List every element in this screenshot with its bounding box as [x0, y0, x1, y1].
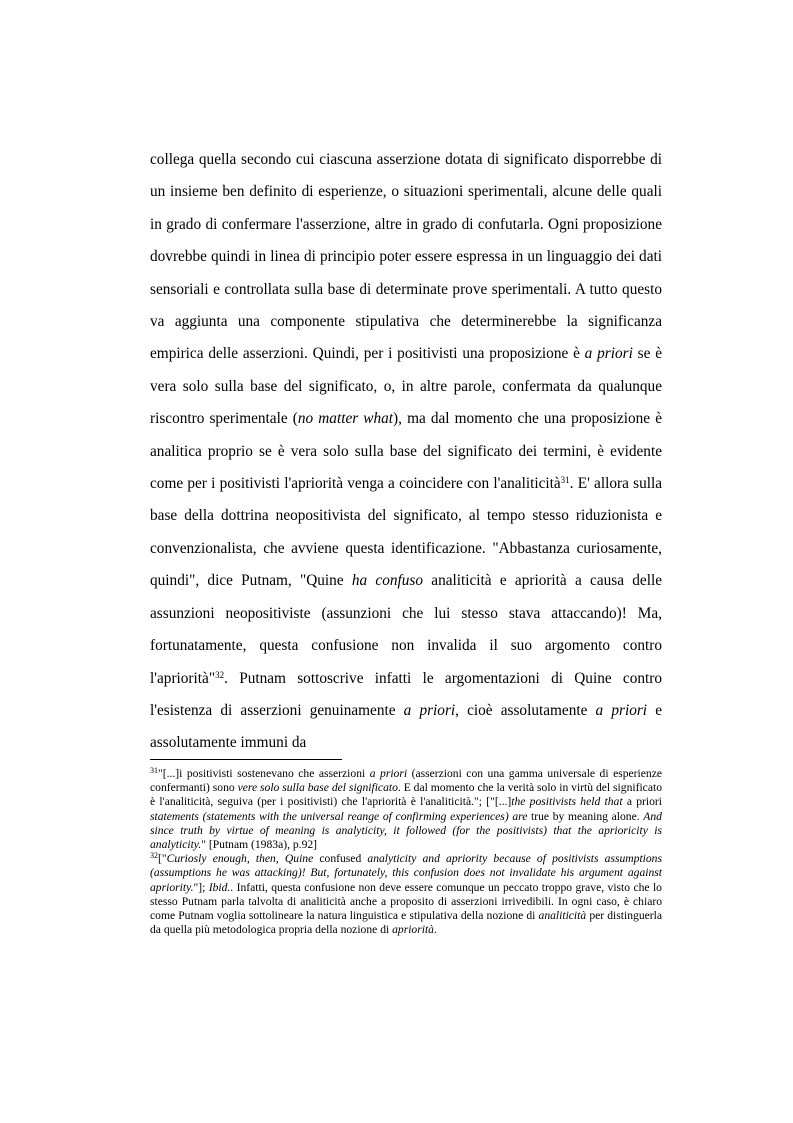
footnote-32	[150, 852, 662, 937]
italic-run: And since truth by virtue of meaning is analyticity, it followed (for the positivists) that the aprioricity is analyticity.	[150, 809, 662, 852]
text-run: e assolutamente immuni da	[150, 701, 662, 752]
text-run: "[...]i positivisti sostenevano che asserzioni	[158, 767, 370, 780]
italic-run: no matter what	[297, 410, 394, 428]
italic-run: ha confuso	[351, 572, 424, 590]
footnote-ref-32[interactable]: 32	[215, 669, 225, 680]
italic-run: analyticity and apriority because of positivists assumptions (assumptions he was attacking)! But, fortunately, this confusion does not invalidate his argument against apriority.	[150, 852, 662, 894]
footnote-divider	[150, 759, 342, 760]
italic-run: a priori	[595, 701, 648, 719]
text-run: ), ma dal momento che una proposizione è analitica proprio se è vera solo sulla base del significato dei termini, è evidente come per i positivisti l'apriorità venga a coincidere con l'analiticità	[150, 410, 662, 493]
italic-run: apriorità	[392, 923, 434, 937]
italic-run: a priori	[584, 345, 633, 363]
italic-run: statements (statements with the universal reange of confirming experiences) are	[150, 809, 528, 823]
text-run: . Infatti, questa confusione non deve essere comunque un peccato troppo grave, visto che lo stesso Putnam parla talvolta di analiticità anche a proposito di asserzioni irrivedibili. In ogni caso, è chiaro come Putnam voglia sottolineare la natura linguistica e stipulativa della nozione di	[150, 880, 662, 923]
footnotes	[150, 767, 662, 937]
text-run: "];	[193, 880, 209, 894]
text-run: confused	[313, 852, 368, 866]
footnote-ref-31[interactable]: 31	[560, 475, 570, 486]
italic-run: a priori	[403, 701, 456, 719]
italic-run: Curiosly enough, then, Quine	[166, 852, 314, 866]
footnote-number: 32	[150, 851, 158, 861]
text-run: . Putnam sottoscrive infatti le argomentazioni di Quine contro l'esistenza di asserzioni genuinamente	[150, 669, 662, 719]
footnote-number: 31	[150, 766, 158, 775]
italic-run: vere solo sulla base del significato	[237, 781, 398, 795]
text-run: collega quella secondo cui ciascuna asserzione dotata di significato disporrebbe di un insieme ben definito di esperienze, o situazioni sperimentali, alcune delle quali in grado di confermare l'asserzione, altre in grado di confutarla. Ogni proposizione dovrebbe quindi in linea di principio poter essere espressa in un linguaggio dei dati sensoriali e controllata sulla base di determinate prove sperimentali. A tutto questo va aggiunta una componente stipulativa che determinerebbe la significanza empirica delle asserzioni. Quindi, per i positivisti una proposizione è	[150, 151, 662, 363]
text-run: , cioè assolutamente	[455, 701, 596, 719]
italic-run: Ibid.	[208, 880, 231, 894]
footnote-31	[150, 767, 662, 852]
italic-run: analiticità	[538, 909, 587, 923]
text-run: true by meaning alone.	[527, 809, 644, 823]
italic-run: a priori	[369, 767, 408, 780]
text-run: .	[433, 923, 437, 937]
text-run: (asserzioni con una gamma universale di esperienze confermanti) sono	[150, 767, 662, 795]
text-run: ["	[158, 852, 167, 866]
text-run: analiticità e apriorità a causa delle assunzioni neopositiviste (assunzioni che lui stesso stava attaccando)! Ma, fortunatamente, questa confusione non invalida il suo argomento contro l'apriorità"	[150, 572, 662, 687]
italic-run: the positivists held that	[511, 795, 623, 809]
text-run: " [Putnam (1983a), p.92]	[201, 838, 318, 852]
text-run: se è vera solo sulla base del significato, o, in altre parole, confermata da qualunque riscontro sperimentale (	[150, 345, 662, 428]
text-run: . E dal momento che la verità solo in virtù del significato è l'analiticità, seguiva (per i positivisti) che l'apriorità è l'analiticità."; ["[...]	[150, 781, 662, 809]
body-paragraph	[150, 144, 662, 760]
text-run: . E' allora sulla base della dottrina neopositivista del significato, al tempo stesso riduzionista e convenzionalista, che avviene questa identificazione. "Abbastanza curiosamente, quindi", dice Putnam, "Quine	[150, 475, 663, 590]
text-run: a priori	[622, 795, 662, 809]
main-body	[150, 144, 662, 760]
text-run: per distinguerla da quella più metodologica propria della nozione di	[150, 909, 662, 937]
